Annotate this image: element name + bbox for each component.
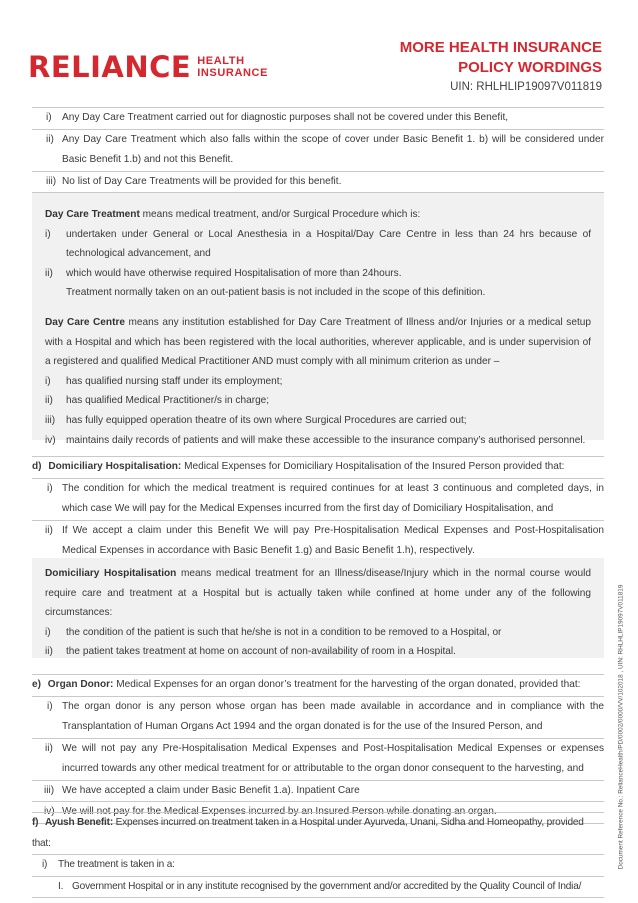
item-marker: i) bbox=[42, 859, 48, 870]
definition-note: Treatment normally taken on an out-patient basis is not included in the scope of this definition. bbox=[66, 287, 486, 299]
item-marker: ii) bbox=[46, 133, 54, 145]
list-item bbox=[32, 697, 604, 739]
item-marker: ii) bbox=[45, 267, 53, 279]
item-marker: iv) bbox=[44, 806, 55, 817]
definition-text: means any institution established for Day Care Treatment of Illness and/or Injuries or a medical setup with a Hospital and which has been registered with the local authorities, wherever applicable, and is under supervision of a registered and qualified Medical Practitioner AND must comply with all minimum criterion as under – bbox=[45, 316, 592, 368]
item-marker: i) bbox=[47, 700, 53, 712]
section-heading-row bbox=[32, 812, 604, 855]
list-item bbox=[32, 107, 604, 130]
item-marker: ii) bbox=[45, 395, 53, 407]
definition-domiciliary-hospitalisation bbox=[45, 564, 591, 623]
item-marker: ii) bbox=[45, 524, 53, 536]
ayush-benefit-section bbox=[32, 812, 604, 898]
list-item bbox=[32, 172, 604, 194]
document-reference-sidebar bbox=[608, 582, 634, 872]
logo-insurance: INSURANCE bbox=[197, 67, 269, 79]
item-marker: I. bbox=[58, 880, 64, 892]
item-marker: iii) bbox=[45, 414, 56, 426]
item-text: We will not pay for the Medical Expenses incurred by an Insured Person while donating an organ. bbox=[62, 806, 497, 817]
list-item bbox=[32, 855, 604, 877]
item-marker: i) bbox=[47, 482, 53, 494]
definitions-box-domiciliary bbox=[32, 558, 604, 658]
item-text: If We accept a claim under this Benefit We will pay Pre-Hospitalisation Medical Expenses and Post-Hospitalisation Medical Expenses in accordance with Basic Benefit 1.g) and Basic Benefit 1.h), respectively. bbox=[62, 524, 604, 556]
section-heading: Organ Donor: bbox=[47, 679, 114, 690]
section-marker: f) bbox=[32, 817, 39, 828]
section-text: Medical Expenses for Domiciliary Hospitalisation of the Insured Person provided that: bbox=[181, 461, 565, 472]
document-reference-text: Document Reference No.: RelianceHealth/PD/0002/0000/VV/102018 , UIN: RHLHLIP19097V011819 bbox=[617, 584, 625, 870]
list-item bbox=[32, 739, 604, 781]
item-marker: ii) bbox=[45, 646, 53, 658]
list-item bbox=[32, 521, 604, 563]
item-marker: iv) bbox=[45, 434, 56, 446]
item-marker: i) bbox=[45, 228, 51, 240]
list-item bbox=[32, 479, 604, 521]
reliance-logo bbox=[28, 50, 268, 84]
day-care-conditions bbox=[32, 107, 604, 193]
title-line-1: MORE HEALTH INSURANCE bbox=[399, 39, 602, 56]
section-heading: Ayush Benefit: bbox=[44, 817, 113, 828]
item-text: The organ donor is any person whose organ has been made available in accordance and in compliance with the Transplantation of Human Organs Act 1994 and the organ donated is for the use of the Insured Person, and bbox=[62, 700, 604, 732]
section-heading-row bbox=[32, 456, 604, 479]
uin-number: UIN: RHLHLIP19097V011819 bbox=[450, 81, 602, 93]
page-header bbox=[0, 0, 638, 112]
section-heading: Domiciliary Hospitalisation: bbox=[48, 461, 182, 472]
definitions-box-day-care bbox=[32, 193, 604, 446]
section-marker: d) bbox=[32, 461, 42, 472]
section-text: Medical Expenses for an organ donor’s treatment for the harvesting of the organ donated, provided that: bbox=[113, 679, 581, 690]
item-marker: iii) bbox=[46, 175, 57, 187]
item-text: Any Day Care Treatment carried out for diagnostic purposes shall not be covered under this Benefit, bbox=[62, 112, 509, 123]
item-text: Any Day Care Treatment which also falls within the scope of cover under Basic Benefit 1. b) will be considered under Basic Benefit 1.b) and not this Benefit. bbox=[62, 133, 604, 165]
logo-wordmark: RELIANCE bbox=[28, 50, 192, 84]
definition-term: Domiciliary Hospitalisation bbox=[45, 568, 177, 579]
item-text: Government Hospital or in any institute recognised by the government and/or accredited by the Quality Council of India/ bbox=[72, 880, 582, 892]
definition-text: means medical treatment, and/or Surgical Procedure which is: bbox=[139, 209, 421, 220]
organ-donor-section bbox=[32, 674, 604, 824]
list-item bbox=[45, 642, 591, 662]
item-text: has fully equipped operation theatre of its own where Surgical Procedures are carried out; bbox=[66, 414, 467, 426]
item-text: has qualified Medical Practitioner/s in charge; bbox=[66, 395, 270, 407]
item-text: We will not pay any Pre-Hospitalisation Medical Expenses and Post-Hospitalisation Medical Expenses or expenses incurred towards any other medical treatment for or attributable to the organ donor consequent to the harvesting, and bbox=[62, 742, 604, 774]
item-text: which would have otherwise required Hospitalisation of more than 24hours. bbox=[66, 267, 402, 279]
item-marker: i) bbox=[45, 375, 51, 387]
list-item bbox=[45, 264, 591, 284]
list-item bbox=[45, 411, 591, 431]
document-title bbox=[400, 38, 602, 93]
item-text: the patient takes treatment at home on account of non-availability of room in a Hospital. bbox=[66, 646, 456, 658]
definition-day-care-treatment bbox=[45, 205, 591, 225]
item-text: the condition of the patient is such that he/she is not in a condition to be removed to a Hospital, or bbox=[66, 626, 502, 638]
list-item bbox=[45, 225, 591, 264]
title-line-2: POLICY WORDINGS bbox=[458, 59, 602, 76]
logo-health: HEALTH bbox=[197, 55, 245, 67]
definition-term: Day Care Centre bbox=[45, 316, 125, 328]
section-marker: e) bbox=[32, 679, 41, 690]
item-text: No list of Day Care Treatments will be provided for this benefit. bbox=[62, 175, 342, 187]
section-text: Expenses incurred on treatment taken in a Hospital under Ayurveda, Unani, Sidha and Homeopathy, provided that: bbox=[32, 817, 584, 849]
item-text: The condition for which the medical treatment is required continues for at least 3 continuous and completed days, in which case We will pay for the Medical Expenses incurred from the first day of Domiciliary Hospitalisation, and bbox=[62, 482, 604, 514]
logo-subtitle bbox=[197, 55, 268, 79]
item-text: undertaken under General or Local Anesthesia in a Hospital/Day Care Centre in less than 24 hrs because of technological advancement, and bbox=[66, 228, 591, 260]
item-text: maintains daily records of patients and will make these accessible to the insurance company’s authorised personnel. bbox=[66, 434, 586, 446]
list-item bbox=[32, 877, 604, 899]
list-item bbox=[45, 431, 591, 451]
domiciliary-hospitalisation-section bbox=[32, 456, 604, 563]
item-marker: iii) bbox=[44, 784, 55, 796]
definition-term: Day Care Treatment bbox=[45, 209, 140, 220]
list-item bbox=[45, 372, 591, 392]
list-item bbox=[45, 623, 591, 643]
list-item bbox=[32, 781, 604, 803]
section-heading-row bbox=[32, 674, 604, 697]
list-item bbox=[32, 130, 604, 172]
definition-text: means medical treatment for an Illness/disease/Injury which in the normal course would require care and treatment at a Hospital but is actually taken while confined at home under any of the following circumstances: bbox=[45, 568, 591, 619]
list-item bbox=[45, 391, 591, 411]
item-marker: ii) bbox=[45, 742, 53, 754]
item-marker: i) bbox=[45, 626, 51, 638]
definition-day-care-centre bbox=[45, 313, 591, 372]
item-text: The treatment is taken in a: bbox=[58, 859, 175, 870]
item-text: We have accepted a claim under Basic Benefit 1.a). Inpatient Care bbox=[62, 784, 360, 796]
item-text: has qualified nursing staff under its employment; bbox=[66, 375, 283, 387]
item-marker: i) bbox=[46, 112, 52, 123]
